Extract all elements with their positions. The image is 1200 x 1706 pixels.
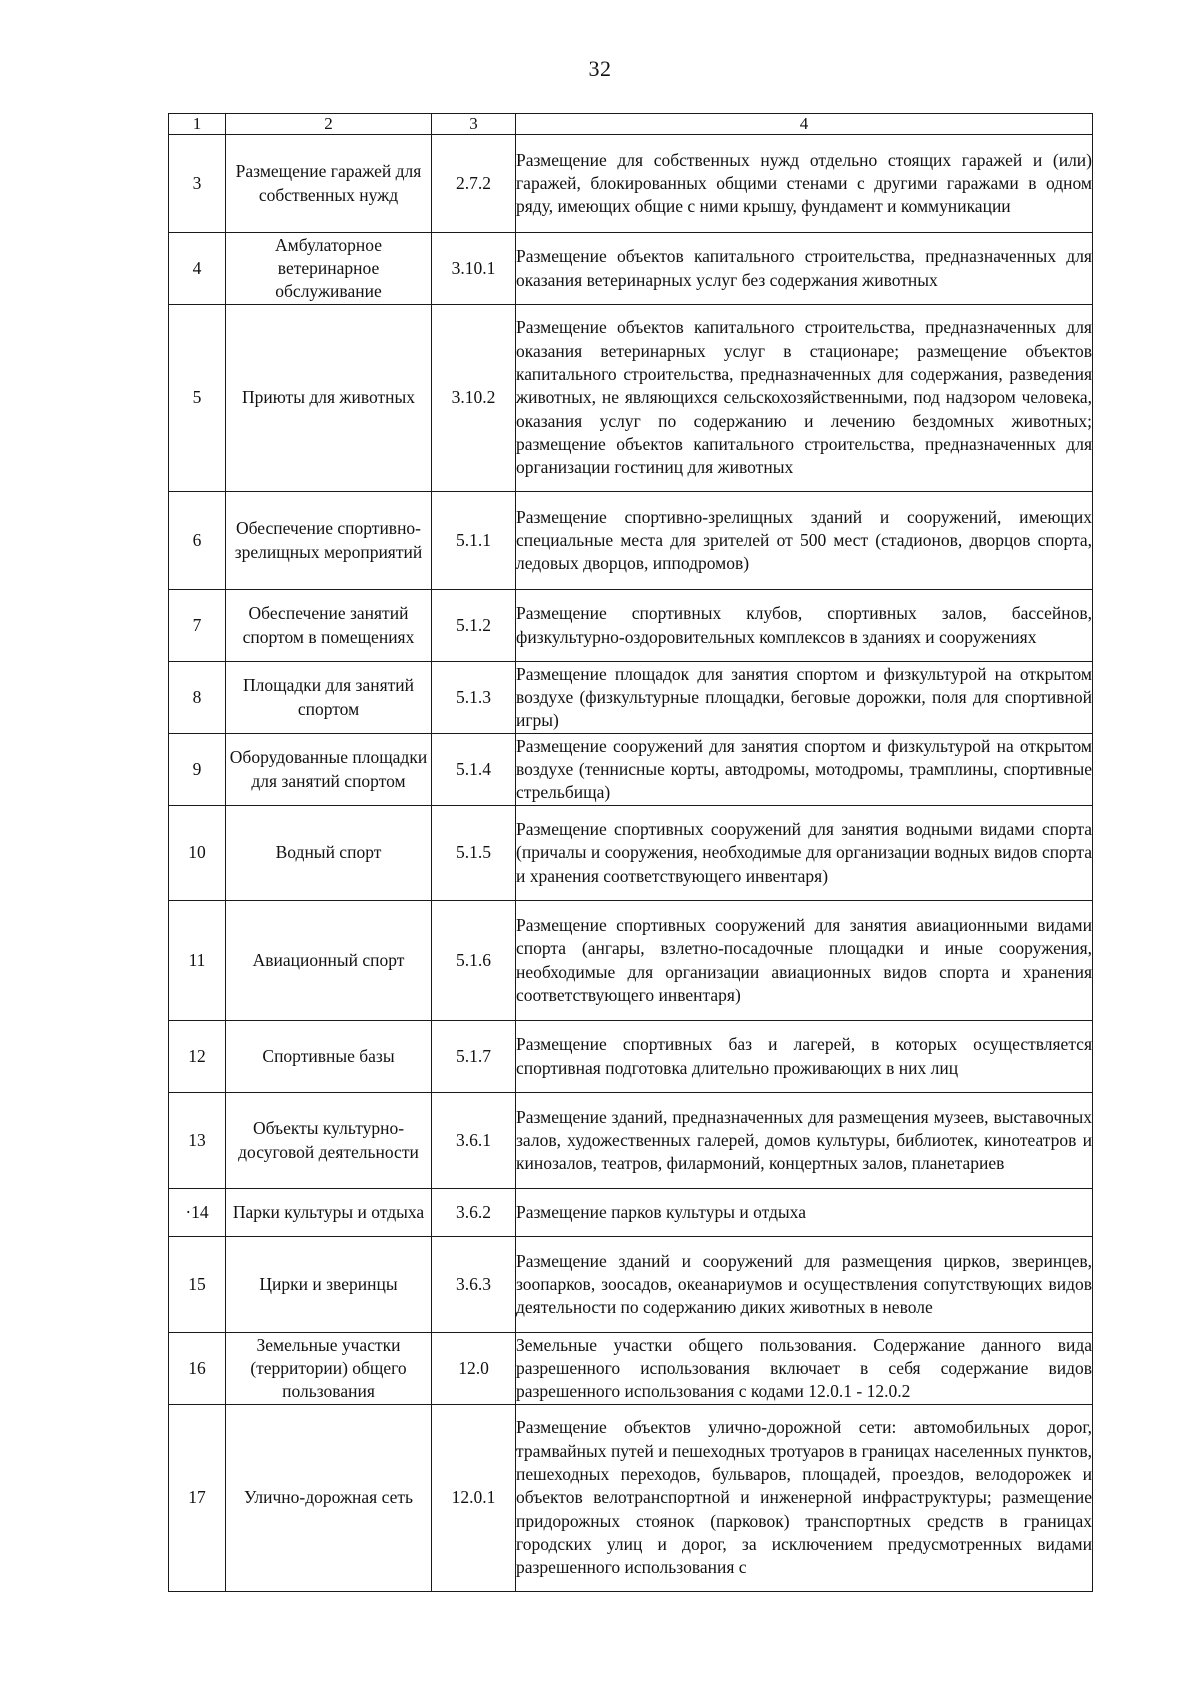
- use-type-name: Оборудованные площадки для занятий спортом: [226, 734, 432, 806]
- use-type-description: Размещение зданий и сооружений для размещения цирков, зверинцев, зоопарков, зоосадов, океанариумов и осуществления сопутствующих видов деятельности по содержанию диких животных в неволе: [516, 1237, 1093, 1333]
- table-row: [169, 135, 1093, 233]
- page-number: 32: [588, 56, 612, 81]
- table-row: [169, 806, 1093, 901]
- use-type-name: Обеспечение занятий спортом в помещениях: [226, 590, 432, 662]
- use-type-name: Водный спорт: [226, 806, 432, 901]
- row-number: 7: [169, 590, 226, 662]
- use-type-name: Земельные участки (территории) общего пользования: [226, 1333, 432, 1405]
- table-header-row: [169, 114, 1093, 135]
- use-type-name: Улично-дорожная сеть: [226, 1405, 432, 1592]
- row-number: 11: [169, 901, 226, 1021]
- use-type-code: 5.1.2: [432, 590, 516, 662]
- row-number: 12: [169, 1021, 226, 1093]
- use-type-name: Площадки для занятий спортом: [226, 662, 432, 734]
- row-number: 15: [169, 1237, 226, 1333]
- use-type-name: Цирки и зверинцы: [226, 1237, 432, 1333]
- use-type-code: 3.10.2: [432, 305, 516, 492]
- use-type-code: 12.0.1: [432, 1405, 516, 1592]
- use-type-name: Авиационный спорт: [226, 901, 432, 1021]
- use-type-description: Размещение спортивных баз и лагерей, в которых осуществляется спортивная подготовка длительно проживающих в них лиц: [516, 1021, 1093, 1093]
- row-number: 6: [169, 492, 226, 590]
- table-row: [169, 1093, 1093, 1189]
- use-type-code: 12.0: [432, 1333, 516, 1405]
- table-row: [169, 1021, 1093, 1093]
- use-type-description: Размещение зданий, предназначенных для размещения музеев, выставочных залов, художественных галерей, домов культуры, библиотек, кинотеатров и кинозалов, театров, филармоний, концертных залов, планетариев: [516, 1093, 1093, 1189]
- row-number: 13: [169, 1093, 226, 1189]
- table-row: [169, 233, 1093, 305]
- table-row: [169, 1333, 1093, 1405]
- land-use-table: [168, 113, 1093, 1592]
- table-row: [169, 492, 1093, 590]
- use-type-description: Размещение объектов капитального строительства, предназначенных для оказания ветеринарных услуг без содержания животных: [516, 233, 1093, 305]
- use-type-description: Размещение парков культуры и отдыха: [516, 1189, 1093, 1237]
- table-row: [169, 901, 1093, 1021]
- header-cell-4: 4: [516, 114, 1093, 135]
- use-type-description: Размещение спортивных сооружений для занятия водными видами спорта (причалы и сооружения, необходимые для организации водных видов спорта и хранения соответствующего инвентаря): [516, 806, 1093, 901]
- row-number: ·14: [169, 1189, 226, 1237]
- row-number: 4: [169, 233, 226, 305]
- use-type-name: Обеспечение спортивно-зрелищных мероприятий: [226, 492, 432, 590]
- row-number: 8: [169, 662, 226, 734]
- use-type-code: 5.1.3: [432, 662, 516, 734]
- table-row: [169, 734, 1093, 806]
- use-type-code: 3.6.1: [432, 1093, 516, 1189]
- use-type-description: Размещение объектов капитального строительства, предназначенных для оказания ветеринарных услуг в стационаре; размещение объектов капитального строительства, предназначенных для содержания, разведения животных, не являющихся сельскохозяйственными, под надзором человека, оказания услуг по содержанию и лечению бездомных животных; размещение объектов капитального строительства, предназначенных для организации гостиниц для животных: [516, 305, 1093, 492]
- use-type-code: 3.10.1: [432, 233, 516, 305]
- use-type-name: Приюты для животных: [226, 305, 432, 492]
- table-row: [169, 1237, 1093, 1333]
- use-type-code: 5.1.4: [432, 734, 516, 806]
- use-type-name: Объекты культурно-досуговой деятельности: [226, 1093, 432, 1189]
- use-type-code: 2.7.2: [432, 135, 516, 233]
- use-type-description: Размещение спортивных клубов, спортивных залов, бассейнов, физкультурно-оздоровительных комплексов в зданиях и сооружениях: [516, 590, 1093, 662]
- row-number: 9: [169, 734, 226, 806]
- use-type-name: Спортивные базы: [226, 1021, 432, 1093]
- use-type-code: 3.6.2: [432, 1189, 516, 1237]
- use-type-code: 5.1.6: [432, 901, 516, 1021]
- use-type-name: Размещение гаражей для собственных нужд: [226, 135, 432, 233]
- use-type-description: Размещение спортивных сооружений для занятия авиационными видами спорта (ангары, взлетно-посадочные площадки и иные сооружения, необходимые для организации авиационных видов спорта и хранения соответствующего инвентаря): [516, 901, 1093, 1021]
- row-number: 10: [169, 806, 226, 901]
- table-row: [169, 1189, 1093, 1237]
- use-type-code: 5.1.5: [432, 806, 516, 901]
- header-cell-1: 1: [169, 114, 226, 135]
- row-number: 5: [169, 305, 226, 492]
- use-type-description: Размещение спортивно-зрелищных зданий и сооружений, имеющих специальные места для зрителей от 500 мест (стадионов, дворцов спорта, ледовых дворцов, ипподромов): [516, 492, 1093, 590]
- use-type-code: 5.1.7: [432, 1021, 516, 1093]
- header-cell-2: 2: [226, 114, 432, 135]
- row-number: 16: [169, 1333, 226, 1405]
- use-type-name: Парки культуры и отдыха: [226, 1189, 432, 1237]
- table-row: [169, 662, 1093, 734]
- table-row: [169, 590, 1093, 662]
- use-type-description: Размещение площадок для занятия спортом и физкультурой на открытом воздухе (физкультурные площадки, беговые дорожки, поля для спортивной игры): [516, 662, 1093, 734]
- use-type-code: 5.1.1: [432, 492, 516, 590]
- use-type-description: Размещение сооружений для занятия спортом и физкультурой на открытом воздухе (теннисные корты, автодромы, мотодромы, трамплины, спортивные стрельбища): [516, 734, 1093, 806]
- table-row: [169, 305, 1093, 492]
- use-type-description: Земельные участки общего пользования. Содержание данного вида разрешенного использования включает в себя содержание видов разрешенного использования с кодами 12.0.1 - 12.0.2: [516, 1333, 1093, 1405]
- table-row: [169, 1405, 1093, 1592]
- row-number: 3: [169, 135, 226, 233]
- use-type-description: Размещение для собственных нужд отдельно стоящих гаражей и (или) гаражей, блокированных общими стенами с другими гаражами в одном ряду, имеющих общие с ними крышу, фундамент и коммуникации: [516, 135, 1093, 233]
- header-cell-3: 3: [432, 114, 516, 135]
- use-type-description: Размещение объектов улично-дорожной сети: автомобильных дорог, трамвайных путей и пешеходных тротуаров в границах населенных пунктов, пешеходных переходов, бульваров, площадей, проездов, велодорожек и объектов велотранспортной и инженерной инфраструктуры; размещение придорожных стоянок (парковок) транспортных средств в границах городских улиц и дорог, за исключением предусмотренных видами разрешенного использования с: [516, 1405, 1093, 1592]
- use-type-code: 3.6.3: [432, 1237, 516, 1333]
- use-type-name: Амбулаторное ветеринарное обслуживание: [226, 233, 432, 305]
- row-number: 17: [169, 1405, 226, 1592]
